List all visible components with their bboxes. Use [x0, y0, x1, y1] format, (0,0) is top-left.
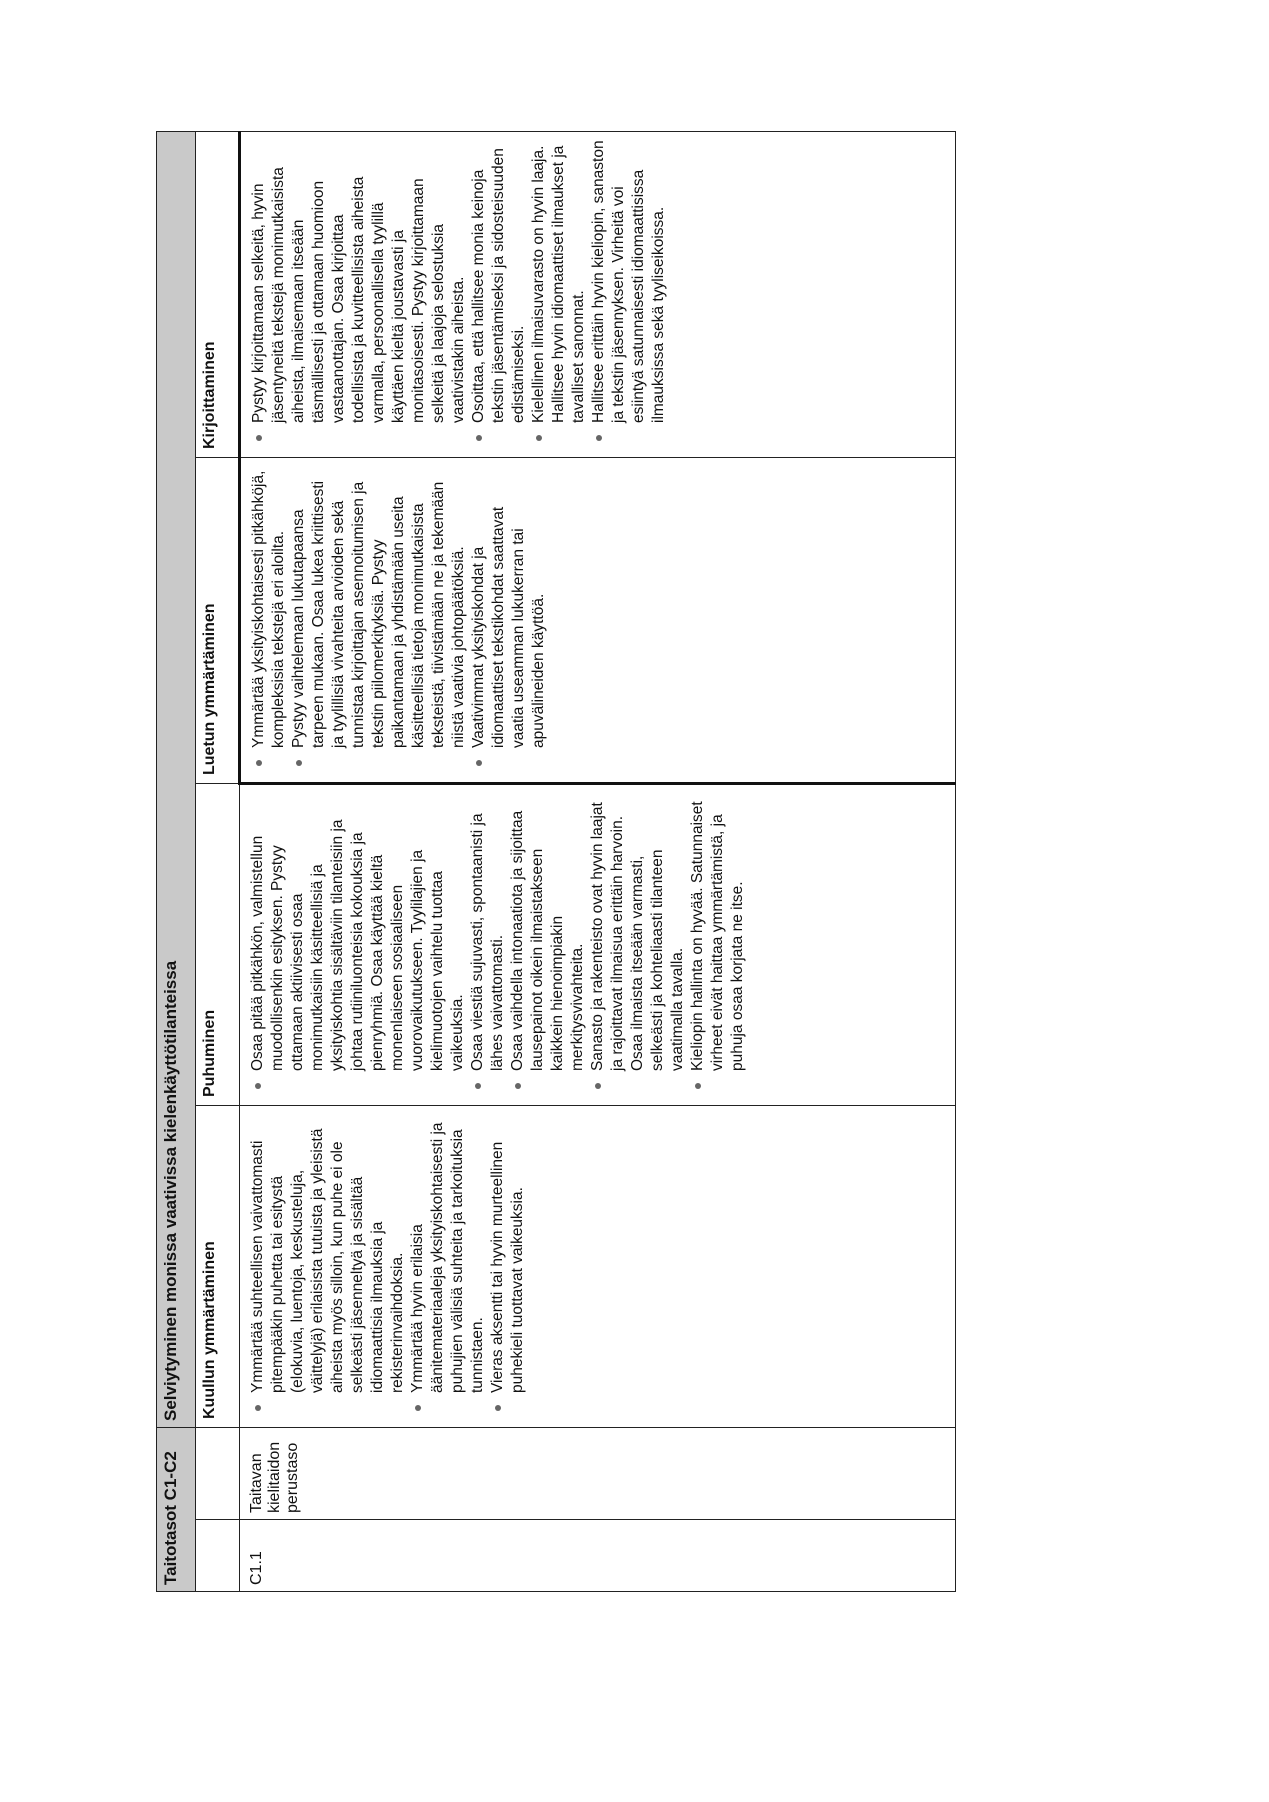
bullet-icon: [296, 760, 302, 766]
list-item: Kielellinen ilmaisuvarasto on hyvin laaja. Hallitsee hyvin idiomaattiset ilmaukset ja tavalliset sanonnat.: [529, 140, 589, 449]
bullet-icon: [255, 1405, 261, 1411]
bullet-icon: [475, 1083, 481, 1089]
bullet-icon: [255, 1083, 261, 1089]
bullet-icon: [595, 1083, 601, 1089]
column-header-speaking: Puhuminen: [196, 784, 240, 1106]
bullet-icon: [256, 435, 262, 441]
list-item: Osaa pitää pitkähkön, valmistellun muodollisenkin esityksen. Pystyy ottamaan aktiivisesti osaa monimutkaisiin käsitteellisiä ja yksityiskohtia sisältäviin tilanteisiin ja johtaa rutiiniluonteisia kokouksia ja pienryhmiä. Osaa käyttää kieltä monenlaiseen sosiaaliseen vuorovaikutukseen. Tyylilajien ja kielimuotojen vaihtelu tuottaa vaikeuksia.: [248, 793, 468, 1097]
list-item: Vieras aksentti tai hyvin murteellinen puhekieli tuottavat vaikeuksia.: [488, 1114, 528, 1419]
list-item: Pystyy vaihtelemaan lukutapaansa tarpeen mukaan. Osaa lukea kriittisesti ja tyylillisiä vivahteita arvioiden sekä tunnistaa kirjoittajan asennoitumisen ja tekstin piilomerkityksiä. Pystyy paikantamaan ja yhdistämään useita käsitteellisiä tietoja monimutkaisista teksteistä, tiivistämään ne ja tekemään niistä vaativia johtopäätöksiä.: [289, 466, 469, 774]
list-item: Sanasto ja rakenteisto ovat hyvin laajat ja rajoittavat ilmaisua erittäin harvoin. Osaa ilmaista itseään varmasti, selkeästi ja kohteliaasti tilanteen vaatimalla tavalla.: [588, 793, 688, 1097]
level-name: Taitavan kielitaidon perustaso: [240, 1428, 956, 1520]
reading-list: [249, 466, 549, 774]
bullet-icon: [495, 1405, 501, 1411]
writing-list: [249, 140, 669, 449]
listening-cell: [240, 1106, 956, 1428]
bullet-icon: [515, 1083, 521, 1089]
bullet-icon: [695, 1083, 701, 1089]
list-item: Osaa vaihdella intonaatiota ja sijoittaa lausepainot oikein ilmaistakseen kaikkein hienoimpiakin merkitysvivahteita.: [508, 793, 588, 1097]
reading-cell: [240, 458, 956, 784]
list-item: Pystyy kirjoittamaan selkeitä, hyvin jäsentyneitä tekstejä monimutkaisista aiheista, ilmaisemaan itseään täsmällisesti ja ottamaan huomioon vastaanottajan. Osaa kirjoittaa todellisista ja kuvitteellisista aiheista varmalla, persoonallisella tyylillä käyttäen kieltä joustavasti ja monitasoisesti. Pystyy kirjoittamaan selkeitä ja laajoja selostuksia vaativistakin aiheista.: [249, 140, 469, 449]
writing-cell: [240, 131, 956, 457]
bullet-icon: [476, 435, 482, 441]
bullet-icon: [415, 1405, 421, 1411]
speaking-cell: [240, 784, 956, 1106]
empty-header-cell: [196, 1520, 240, 1592]
proficiency-table: [156, 131, 956, 1592]
bullet-icon: [476, 760, 482, 766]
list-item: Ymmärtää yksityiskohtaisesti pitkähköjä, kompleksisia tekstejä eri aloilta.: [249, 466, 289, 774]
rotated-table-container: [156, 132, 1096, 1592]
list-item: Ymmärtää hyvin erilaisia äänitemateriaaleja yksityiskohtaisesti ja puhujien välisiä suhteita ja tarkoituksia tunnistaen.: [408, 1114, 488, 1419]
column-header-listening: Kuullun ymmärtäminen: [196, 1106, 240, 1428]
list-item: Vaativimmat yksityiskohdat ja idiomaattiset tekstikohdat saattavat vaatia useamman lukukerran tai apuvälineiden käyttöä.: [469, 466, 549, 774]
column-header-writing: Kirjoittaminen: [196, 131, 240, 457]
bullet-icon: [536, 435, 542, 441]
level-range-header: Taitotasot C1-C2: [157, 1428, 196, 1592]
list-item: Hallitsee erittäin hyvin kieliopin, sanaston ja tekstin jäsennyksen. Virheitä voi esiintyä satunnaisesti idiomaattisissa ilmauksissa sekä tyyliseikoissa.: [589, 140, 669, 449]
bullet-icon: [596, 435, 602, 441]
listening-list: [248, 1114, 528, 1419]
list-item: Kieliopin hallinta on hyvää. Satunnaiset virheet eivät haittaa ymmärtämistä, ja puhuja osaa korjata ne itse.: [688, 793, 748, 1097]
level-code: C1.1: [240, 1520, 956, 1592]
list-item: Osaa viestiä sujuvasti, spontaanisti ja lähes vaivattomasti.: [468, 793, 508, 1097]
situation-header: Selviytyminen monissa vaativissa kielenkäyttötilanteissa: [157, 131, 196, 1427]
list-item: Osoittaa, että hallitsee monia keinoja tekstin jäsentämiseksi ja sidosteisuuden edistämiseksi.: [469, 140, 529, 449]
speaking-list: [248, 793, 748, 1097]
list-item: Ymmärtää suhteellisen vaivattomasti pitempääkin puhetta tai esitystä (elokuvia, luentoja, keskusteluja, väittelyjä) erilaisista tutuista ja yleisistä aiheista myös silloin, kun puhe ei ole selkeästi jäsenneltyä ja sisältää idiomaattisia ilmauksia ja rekisterinvaihdoksia.: [248, 1114, 408, 1419]
empty-header-cell: [196, 1428, 240, 1520]
column-header-reading: Luetun ymmärtäminen: [196, 458, 240, 784]
table-row: [240, 131, 956, 1591]
bullet-icon: [256, 760, 262, 766]
